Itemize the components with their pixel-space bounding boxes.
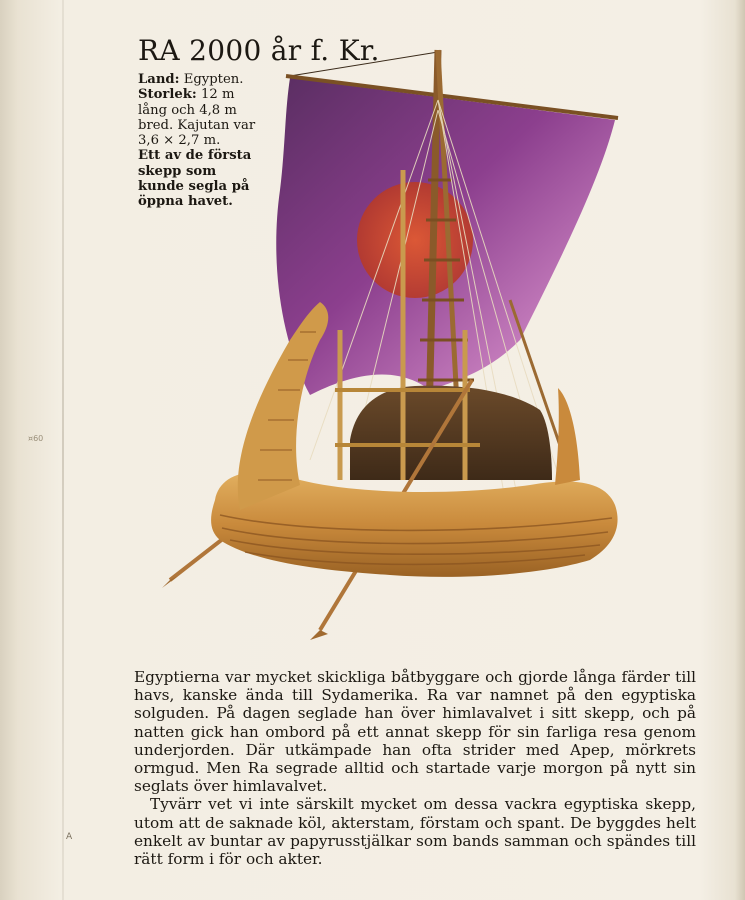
land-value: Egypten. (183, 72, 244, 87)
stern-stem (555, 388, 580, 485)
page-title: RA 2000 år f. Kr. (138, 34, 380, 67)
paragraph-2: Tyvärr vet vi inte särskilt mycket om dessa vackra egyptiska skepp, utom att de saknade köl, akterstam, förstam och spant. De byggdes helt enkelt av buntar av papyrusstjälkar som bands samman och spändes till rätt form i för och akter. (134, 795, 696, 869)
paragraph-1: Egyptierna var mycket skickliga båtbyggare och gjorde långa färder till havs, kanske ända till Sydamerika. Ra var namnet på den egyptiska solguden. På dagen seglade han över himlavalvet i sitt skepp, och på natten gick han ombord på ett annat skepp för sin farliga resa genom underjorden. Där utkämpade han ofta strider med Apep, mörkrets ormgud. Men Ra segrade alltid och startade varje morgon på nytt sin seglats över himlavalvet. (134, 668, 696, 796)
margin-mark: ¤60 (28, 434, 44, 443)
size-label: Storlek: (138, 87, 197, 103)
page-gutter (62, 0, 64, 900)
facts-highlight: Ett av de första skepp som kunde segla på öppna havet. (138, 148, 252, 210)
bow-stem (238, 302, 328, 510)
sun-disk (357, 182, 473, 298)
cabin (350, 386, 552, 480)
body-text (134, 668, 696, 868)
size-value: 12 m lång och 4,8 m bred. Kajutan var 3,6 × 2,7 m. (138, 87, 256, 149)
reed-boat-illustration (160, 40, 630, 640)
corner-mark: A (66, 832, 73, 842)
land-label: Land: (138, 72, 180, 87)
